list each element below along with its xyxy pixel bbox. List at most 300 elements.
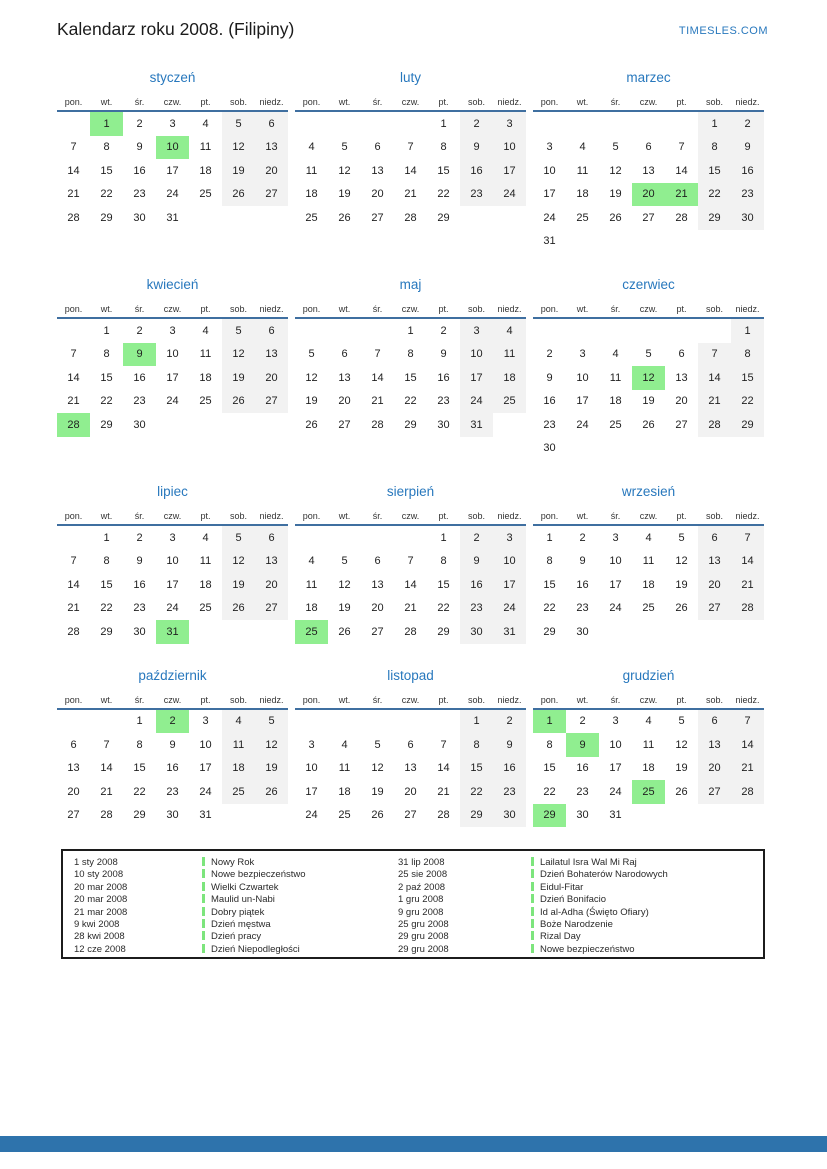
day-cell: 26 xyxy=(675,602,688,615)
day-cell: 18 xyxy=(305,188,318,201)
day-cell: 23 xyxy=(576,602,589,615)
day-cell: 2 xyxy=(136,324,143,337)
day-cell: 7 xyxy=(70,348,77,361)
page-title: Kalendarz roku 2008. (Filipiny) xyxy=(57,19,295,39)
days-grid xyxy=(533,710,764,828)
weekday-header: czw. xyxy=(639,97,658,107)
weekday-header: śr. xyxy=(134,304,145,314)
day-cell-holiday: 10 xyxy=(156,136,189,160)
weekday-header-row xyxy=(533,693,764,710)
weekday-header: pt. xyxy=(200,304,211,314)
day-cell: 7 xyxy=(698,343,731,367)
day-cell: 16 xyxy=(460,159,493,183)
day-cell: 22 xyxy=(404,395,417,408)
day-cell: 18 xyxy=(199,371,212,384)
weekday-header: wt. xyxy=(100,97,113,107)
day-cell: 22 xyxy=(460,780,493,804)
day-cell-empty xyxy=(57,112,90,136)
weekday-header: pon. xyxy=(302,511,321,521)
day-cell-empty xyxy=(57,710,90,734)
month-kwiecień xyxy=(57,277,288,460)
day-cell: 21 xyxy=(100,785,113,798)
day-cell: 24 xyxy=(199,785,212,798)
day-cell: 19 xyxy=(675,762,688,775)
day-cell: 29 xyxy=(100,418,113,431)
day-cell: 19 xyxy=(222,573,255,597)
day-cell: 6 xyxy=(255,319,288,343)
day-cell: 2 xyxy=(136,117,143,130)
month-październik xyxy=(57,668,288,828)
day-cell: 20 xyxy=(338,395,351,408)
day-cell: 1 xyxy=(440,531,447,544)
holiday-date: 25 sie 2008 xyxy=(398,869,448,881)
day-cell: 1 xyxy=(698,112,731,136)
day-cell-empty xyxy=(566,230,599,254)
day-cell: 22 xyxy=(437,602,450,615)
day-cell: 19 xyxy=(609,188,622,201)
weekday-header-row xyxy=(295,302,526,319)
weekday-header: niedz. xyxy=(497,694,522,705)
weekday-header: pon. xyxy=(64,304,83,314)
month-title: styczeń xyxy=(149,70,196,85)
day-cell: 26 xyxy=(642,418,655,431)
day-cell: 5 xyxy=(255,710,288,734)
holiday-date: 25 gru 2008 xyxy=(398,919,449,931)
day-cell: 9 xyxy=(169,738,176,751)
day-cell-empty xyxy=(361,526,394,550)
day-cell-empty xyxy=(566,437,599,461)
day-cell: 17 xyxy=(576,395,589,408)
holiday-name: Dzień męstwa xyxy=(211,919,271,931)
day-cell: 4 xyxy=(202,117,209,130)
day-cell: 14 xyxy=(437,762,450,775)
day-cell: 2 xyxy=(460,526,493,550)
day-cell-empty xyxy=(632,804,665,828)
holiday-date: 21 mar 2008 xyxy=(74,906,128,918)
day-cell: 1 xyxy=(103,324,110,337)
day-cell: 8 xyxy=(698,136,731,160)
day-cell-empty xyxy=(255,413,288,437)
day-cell: 4 xyxy=(222,710,255,734)
weekday-header: niedz. xyxy=(259,511,284,521)
day-cell: 4 xyxy=(493,319,526,343)
day-cell: 2 xyxy=(460,112,493,136)
day-cell-empty xyxy=(222,206,255,230)
weekday-header: wt. xyxy=(576,694,589,705)
weekday-header: śr. xyxy=(134,511,145,521)
holiday-name-cell xyxy=(202,931,398,943)
holiday-name: Id al-Adha (Święto Ofiary) xyxy=(540,906,649,918)
day-cell: 30 xyxy=(133,211,146,224)
day-cell: 12 xyxy=(675,555,688,568)
day-cell: 23 xyxy=(166,785,179,798)
day-cell-empty xyxy=(665,620,698,644)
day-cell: 3 xyxy=(308,738,315,751)
day-cell: 4 xyxy=(579,141,586,154)
day-cell-empty xyxy=(566,112,599,136)
day-cell-empty xyxy=(632,319,665,343)
day-cell: 8 xyxy=(440,555,447,568)
month-lipiec xyxy=(57,484,288,644)
holiday-name: Dzień Bonifacio xyxy=(540,894,607,906)
month-title: marzec xyxy=(626,70,671,85)
day-cell: 5 xyxy=(612,141,619,154)
month-title: maj xyxy=(399,277,422,292)
day-cell: 18 xyxy=(338,785,351,798)
day-cell-empty xyxy=(665,319,698,343)
day-cell: 24 xyxy=(166,188,179,201)
day-cell: 5 xyxy=(341,141,348,154)
month-luty xyxy=(295,70,526,253)
day-cell: 2 xyxy=(579,531,586,544)
weekday-header: śr. xyxy=(134,97,145,107)
day-cell-empty xyxy=(90,710,123,734)
day-cell-empty xyxy=(698,437,731,461)
day-cell: 5 xyxy=(222,526,255,550)
holiday-name: Dzień Bohaterów Narodowych xyxy=(540,869,668,881)
day-cell-empty xyxy=(599,319,632,343)
weekday-header-row xyxy=(533,302,764,319)
day-cell: 29 xyxy=(404,418,417,431)
day-cell: 5 xyxy=(678,531,685,544)
day-cell: 26 xyxy=(371,809,384,822)
weekday-header: pon. xyxy=(64,511,83,521)
day-cell: 29 xyxy=(100,625,113,638)
day-cell: 15 xyxy=(698,159,731,183)
month-title: sierpień xyxy=(386,484,435,499)
day-cell: 18 xyxy=(199,578,212,591)
day-cell: 10 xyxy=(493,136,526,160)
day-cell: 19 xyxy=(305,395,318,408)
day-cell: 1 xyxy=(407,324,414,337)
holiday-marker-icon xyxy=(531,882,534,891)
weekday-header: sob. xyxy=(467,304,485,314)
day-cell: 14 xyxy=(404,164,417,177)
month-title: listopad xyxy=(387,667,434,683)
day-cell-empty xyxy=(698,230,731,254)
weekday-header: pon. xyxy=(302,97,321,107)
weekday-header: czw. xyxy=(639,511,658,521)
day-cell: 27 xyxy=(255,183,288,207)
weekday-header: śr. xyxy=(610,511,621,521)
days-grid xyxy=(57,319,288,437)
day-cell: 29 xyxy=(100,211,113,224)
weekday-header: sob. xyxy=(467,694,485,705)
day-cell: 12 xyxy=(609,164,622,177)
holiday-name-cell xyxy=(202,857,398,869)
day-cell: 4 xyxy=(341,738,348,751)
day-cell-holiday: 28 xyxy=(57,413,90,437)
day-cell: 19 xyxy=(642,395,655,408)
day-cell: 20 xyxy=(255,573,288,597)
holiday-date: 20 mar 2008 xyxy=(74,894,128,906)
day-cell: 21 xyxy=(404,188,417,201)
day-cell: 31 xyxy=(609,809,622,822)
day-cell: 25 xyxy=(199,602,212,615)
day-cell: 4 xyxy=(308,555,315,568)
day-cell: 17 xyxy=(493,159,526,183)
day-cell: 31 xyxy=(493,620,526,644)
day-cell: 11 xyxy=(305,164,318,177)
holiday-name: Nowe bezpieczeństwo xyxy=(540,943,635,955)
day-cell-empty xyxy=(493,206,526,230)
day-cell: 20 xyxy=(698,573,731,597)
day-cell: 23 xyxy=(731,183,764,207)
day-cell-empty xyxy=(295,112,328,136)
day-cell-empty xyxy=(599,112,632,136)
day-cell: 17 xyxy=(543,188,556,201)
weekday-header: pt. xyxy=(438,694,449,705)
day-cell: 30 xyxy=(576,809,589,822)
day-cell: 11 xyxy=(338,762,351,775)
day-cell: 11 xyxy=(609,371,622,384)
day-cell: 22 xyxy=(731,390,764,414)
day-cell-holiday: 1 xyxy=(533,710,566,734)
day-cell: 16 xyxy=(493,757,526,781)
day-cell: 2 xyxy=(546,348,553,361)
day-cell: 10 xyxy=(493,550,526,574)
day-cell: 29 xyxy=(731,413,764,437)
day-cell: 28 xyxy=(100,809,113,822)
day-cell: 20 xyxy=(404,785,417,798)
day-cell-empty xyxy=(632,230,665,254)
day-cell: 8 xyxy=(731,343,764,367)
day-cell: 1 xyxy=(546,531,553,544)
weekday-header: czw. xyxy=(401,511,420,521)
day-cell-empty xyxy=(698,804,731,828)
weekday-header: sob. xyxy=(705,694,723,705)
day-cell: 30 xyxy=(133,418,146,431)
day-cell: 7 xyxy=(678,141,685,154)
weekday-header: wt. xyxy=(576,511,589,521)
day-cell: 16 xyxy=(731,159,764,183)
day-cell: 10 xyxy=(166,348,179,361)
day-cell: 6 xyxy=(341,348,348,361)
holiday-name-cell xyxy=(202,869,398,881)
day-cell: 20 xyxy=(255,366,288,390)
holiday-marker-icon xyxy=(531,931,534,940)
day-cell: 15 xyxy=(100,164,113,177)
day-cell-holiday: 25 xyxy=(632,780,665,804)
day-cell: 7 xyxy=(374,348,381,361)
day-cell: 26 xyxy=(338,625,351,638)
month-wrzesień xyxy=(533,484,764,644)
day-cell: 29 xyxy=(543,625,556,638)
weekday-header: sob. xyxy=(705,304,723,314)
day-cell: 23 xyxy=(437,395,450,408)
day-cell: 16 xyxy=(133,371,146,384)
day-cell-empty xyxy=(460,206,493,230)
holiday-name: Dzień Niepodległości xyxy=(211,943,300,955)
day-cell: 8 xyxy=(546,555,553,568)
day-cell: 4 xyxy=(645,531,652,544)
day-cell: 10 xyxy=(543,164,556,177)
day-cell: 13 xyxy=(255,550,288,574)
holiday-date: 2 paź 2008 xyxy=(398,881,446,893)
day-cell: 13 xyxy=(67,762,80,775)
days-grid xyxy=(57,710,288,828)
day-cell-empty xyxy=(533,112,566,136)
holiday-marker-icon xyxy=(531,919,534,928)
day-cell: 12 xyxy=(222,550,255,574)
weekday-header: czw. xyxy=(401,694,420,705)
days-grid xyxy=(57,112,288,230)
month-sierpień xyxy=(295,484,526,644)
day-cell: 25 xyxy=(305,211,318,224)
day-cell: 17 xyxy=(166,371,179,384)
day-cell: 27 xyxy=(67,809,80,822)
day-cell: 13 xyxy=(371,164,384,177)
day-cell: 21 xyxy=(731,573,764,597)
weekday-header: pon. xyxy=(540,97,559,107)
day-cell: 29 xyxy=(133,809,146,822)
day-cell: 23 xyxy=(460,597,493,621)
day-cell: 3 xyxy=(202,715,209,728)
day-cell: 24 xyxy=(576,418,589,431)
weekday-header: pt. xyxy=(676,694,687,705)
day-cell-empty xyxy=(328,112,361,136)
day-cell: 20 xyxy=(67,785,80,798)
day-cell: 15 xyxy=(543,762,556,775)
day-cell-empty xyxy=(665,804,698,828)
weekday-header: czw. xyxy=(163,694,182,705)
day-cell-empty xyxy=(632,112,665,136)
day-cell: 8 xyxy=(103,141,110,154)
weekday-header: śr. xyxy=(134,694,145,705)
day-cell: 9 xyxy=(731,136,764,160)
day-cell: 27 xyxy=(255,597,288,621)
holidays-legend-box xyxy=(61,849,765,959)
day-cell: 30 xyxy=(576,625,589,638)
day-cell-empty xyxy=(698,319,731,343)
month-styczeń xyxy=(57,70,288,253)
day-cell: 16 xyxy=(133,578,146,591)
day-cell: 28 xyxy=(731,597,764,621)
holiday-name: Rizal Day xyxy=(540,931,581,943)
weekday-header: wt. xyxy=(338,97,351,107)
weekday-header: śr. xyxy=(610,694,621,705)
day-cell: 18 xyxy=(493,366,526,390)
month-maj xyxy=(295,277,526,460)
day-cell-empty xyxy=(599,230,632,254)
weekday-header: pon. xyxy=(302,304,321,314)
holiday-name-cell xyxy=(531,882,763,894)
weekday-header: pon. xyxy=(540,304,559,314)
day-cell-holiday: 25 xyxy=(295,620,328,644)
day-cell: 12 xyxy=(222,343,255,367)
day-cell: 20 xyxy=(255,159,288,183)
day-cell: 16 xyxy=(166,762,179,775)
weekday-header-row xyxy=(295,95,526,112)
day-cell-empty xyxy=(189,206,222,230)
day-cell: 20 xyxy=(371,188,384,201)
day-cell-empty xyxy=(665,112,698,136)
month-czerwiec xyxy=(533,277,764,460)
day-cell-empty xyxy=(189,620,222,644)
day-cell: 9 xyxy=(440,348,447,361)
day-cell: 3 xyxy=(579,348,586,361)
day-cell: 2 xyxy=(731,112,764,136)
day-cell: 23 xyxy=(576,785,589,798)
weekday-header: niedz. xyxy=(259,694,284,705)
day-cell: 6 xyxy=(645,141,652,154)
day-cell-holiday: 12 xyxy=(632,366,665,390)
day-cell: 12 xyxy=(305,371,318,384)
days-grid xyxy=(295,319,526,437)
day-cell: 27 xyxy=(698,597,731,621)
days-grid xyxy=(533,112,764,253)
holiday-date: 20 mar 2008 xyxy=(74,881,128,893)
day-cell: 28 xyxy=(404,625,417,638)
weekday-header: czw. xyxy=(401,304,420,314)
day-cell: 23 xyxy=(133,188,146,201)
day-cell: 19 xyxy=(371,785,384,798)
day-cell: 17 xyxy=(609,578,622,591)
day-cell: 13 xyxy=(338,371,351,384)
day-cell-empty xyxy=(255,620,288,644)
holiday-name: Dobry piątek xyxy=(211,906,265,918)
weekday-header: śr. xyxy=(610,97,621,107)
holiday-marker-icon xyxy=(531,894,534,903)
day-cell: 2 xyxy=(579,715,586,728)
day-cell: 8 xyxy=(460,733,493,757)
day-cell: 15 xyxy=(731,366,764,390)
weekday-header-row xyxy=(533,509,764,526)
site-link[interactable]: TIMESLES.COM xyxy=(678,25,768,37)
day-cell: 9 xyxy=(460,136,493,160)
day-cell: 9 xyxy=(136,141,143,154)
day-cell-empty xyxy=(295,710,328,734)
day-cell: 10 xyxy=(609,738,622,751)
holiday-name-cell xyxy=(202,894,398,906)
day-cell-empty xyxy=(361,112,394,136)
day-cell-empty xyxy=(731,620,764,644)
day-cell: 21 xyxy=(404,602,417,615)
day-cell: 26 xyxy=(305,418,318,431)
day-cell: 17 xyxy=(199,762,212,775)
holiday-date: 29 gru 2008 xyxy=(398,931,449,943)
holiday-marker-icon xyxy=(202,894,205,903)
weekday-header: wt. xyxy=(338,511,351,521)
day-cell-empty xyxy=(222,413,255,437)
day-cell-empty xyxy=(665,437,698,461)
day-cell-holiday: 2 xyxy=(156,710,189,734)
day-cell: 16 xyxy=(460,573,493,597)
day-cell: 8 xyxy=(103,555,110,568)
day-cell: 14 xyxy=(698,366,731,390)
weekday-header: niedz. xyxy=(497,511,522,521)
day-cell: 15 xyxy=(437,578,450,591)
day-cell-empty xyxy=(394,112,427,136)
day-cell: 27 xyxy=(404,809,417,822)
month-grudzień xyxy=(533,668,764,828)
day-cell: 14 xyxy=(731,733,764,757)
day-cell: 28 xyxy=(675,211,688,224)
day-cell-empty xyxy=(665,230,698,254)
day-cell: 27 xyxy=(371,211,384,224)
day-cell: 18 xyxy=(576,188,589,201)
day-cell: 14 xyxy=(731,550,764,574)
weekday-header: czw. xyxy=(163,304,182,314)
holiday-marker-icon xyxy=(202,869,205,878)
day-cell: 24 xyxy=(493,183,526,207)
day-cell-empty xyxy=(222,804,255,828)
weekday-header: niedz. xyxy=(735,97,760,107)
day-cell: 13 xyxy=(698,550,731,574)
day-cell: 21 xyxy=(698,390,731,414)
day-cell: 15 xyxy=(404,371,417,384)
holiday-marker-icon xyxy=(202,907,205,916)
